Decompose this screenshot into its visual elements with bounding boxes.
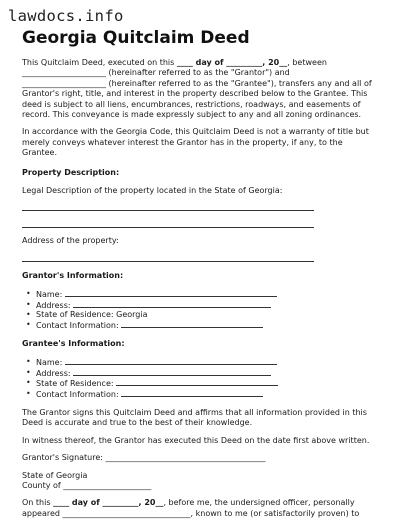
- grantee-list: [22, 357, 374, 399]
- list-item: • State of Residence:: [22, 378, 374, 388]
- property-heading: Property Description:: [22, 167, 120, 177]
- legal-description-label: Legal Description of the property located in the State of Georgia:: [22, 186, 283, 196]
- intro-text-b: , between: [287, 58, 327, 67]
- grantor-signature-line: Grantor's Signature: ________________________________________: [22, 453, 266, 463]
- list-item: • Address:: [22, 368, 374, 378]
- intro-paragraph: [22, 58, 374, 120]
- property-address-line: [22, 261, 314, 262]
- list-item: • Contact Information:: [22, 320, 374, 330]
- list-item: • Contact Information:: [22, 389, 374, 399]
- list-item: • Name:: [22, 289, 374, 299]
- notary-appeared-line: appeared ________________________________, known to me (or satisfactorily proven) to: [22, 508, 360, 518]
- notary-county: County of ______________________: [22, 480, 152, 490]
- grantor-list: [22, 289, 374, 330]
- grantor-heading: Grantor's Information:: [22, 270, 124, 280]
- legal-description-line-2: [22, 227, 314, 228]
- notary-state: State of Georgia: [22, 470, 88, 480]
- georgia-code-paragraph: In accordance with the Georgia Code, this Quitclaim Deed is not a warranty of title but merely conveys whatever interest the Grantor has in the property, if any, to the Grantee.: [22, 127, 369, 158]
- site-watermark: lawdocs.info: [8, 7, 124, 25]
- list-item: • Address:: [22, 300, 374, 310]
- legal-description-line-1: [22, 210, 314, 211]
- document-body: [22, 58, 374, 519]
- affirmation-paragraph: The Grantor signs this Quitclaim Deed and affirms that all information provided in this Deed is accurate and true to the best of their knowledge.: [22, 407, 367, 428]
- grantee-heading: Grantee's Information:: [22, 338, 125, 348]
- notary-date-field: ____ day of _________, 20__: [53, 498, 164, 508]
- list-item: • Name:: [22, 357, 374, 367]
- grantee-line: _____________________ (hereinafter referred to as the "Grantee"), transfers any and all of Grantor's right, title, and interest in the property described below to the Grantee. This deed is subject to all liens, encumbrances, restrictions, roadways, and easements of record. This conveyance is made expressly subject to any and all zoning ordinances.: [22, 78, 372, 120]
- execution-date-field: ____ day of _________, 20__: [176, 58, 288, 67]
- document-title: Georgia Quitclaim Deed: [22, 28, 250, 48]
- grantor-line: _____________________ (hereinafter referred to as the "Grantor") and: [22, 68, 290, 78]
- witness-paragraph: In witness thereof, the Grantor has executed this Deed on the date first above written.: [22, 435, 370, 445]
- notary-paragraph: On this ____ day of _________, 20__, before me, the undersigned officer, personally appeared ________________________________, known to me (or satisfactorily proven) to: [22, 498, 360, 518]
- property-address-label: Address of the property:: [22, 236, 119, 246]
- intro-text-a: This Quitclaim Deed, executed on this: [22, 58, 175, 67]
- list-item: • State of Residence: Georgia: [22, 310, 374, 319]
